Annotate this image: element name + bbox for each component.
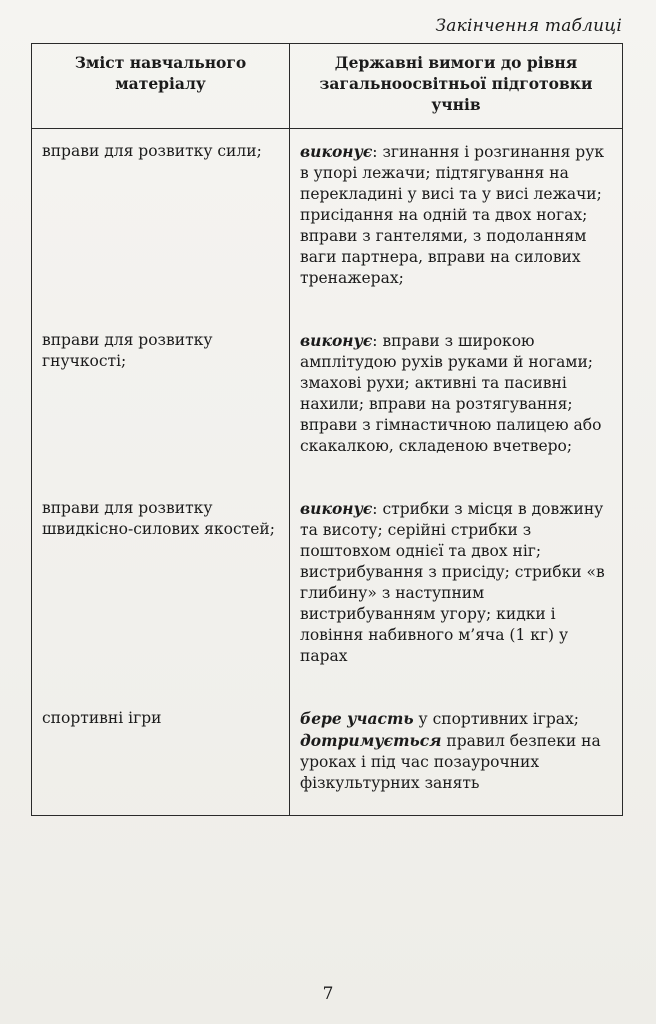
curriculum-table [31,43,623,816]
requirement-verb: бере участь [300,709,414,728]
requirement-item [300,498,612,687]
requirement-item [300,330,612,477]
running-head: Закінчення таблиці [435,16,622,36]
requirement-text: : вправи з широкою амплітудою рухів руками й ногами; змахові рухи; активні та пасивні нахили; вправи на розтягування; вправи з гімнастичною палицею або скакалкою, складеною вчетверо; [300,332,602,455]
requirement-verb: виконує [300,499,373,518]
requirement-text: у спортивних іграх; [413,710,580,728]
column-header-requirements: Державні вимоги до рівня загальноосвітньої підготовки учнів [290,44,623,129]
requirement-item [300,141,612,309]
content-item: вправи для розвитку швидкісно-силових якостей; [42,499,275,538]
content-item: вправи для розвитку гнучкості; [42,331,213,370]
requirement-verb: виконує [300,331,373,350]
requirement-item [300,708,612,794]
requirement-text: : згинання і розгинання рук в упорі лежачи; підтягування на перекладині у висі та у висі лежачи; присідання на одній та двох ногах; вправи з гантелями, з подоланням ваги партнера, вправи на силових тренажерах; [300,143,605,287]
column-header-content: Зміст навчального матеріалу [32,44,290,129]
table-header-row [32,44,623,129]
content-item: спортивні ігри [42,709,162,727]
content-column-cell [32,129,290,816]
requirements-column-cell [290,129,623,816]
requirement-verb: дотримується [300,731,442,750]
requirement-text: : стрибки з місця в довжину та висоту; серійні стрибки з поштовхом однієї та двох ніг; вистрибування з присіду; стрибки «в глибину» з наступним вистрибуванням угору; кидки і ловіння набивного м’яча (1 кг) у парах [300,500,605,665]
requirement-verb: виконує [300,142,373,161]
requirement-text: правил безпеки на уроках і під час позаурочних фізкультурних занять [300,732,601,792]
page-number: 7 [322,984,334,1004]
content-item: вправи для розвитку сили; [42,142,262,160]
table-row [32,129,623,816]
